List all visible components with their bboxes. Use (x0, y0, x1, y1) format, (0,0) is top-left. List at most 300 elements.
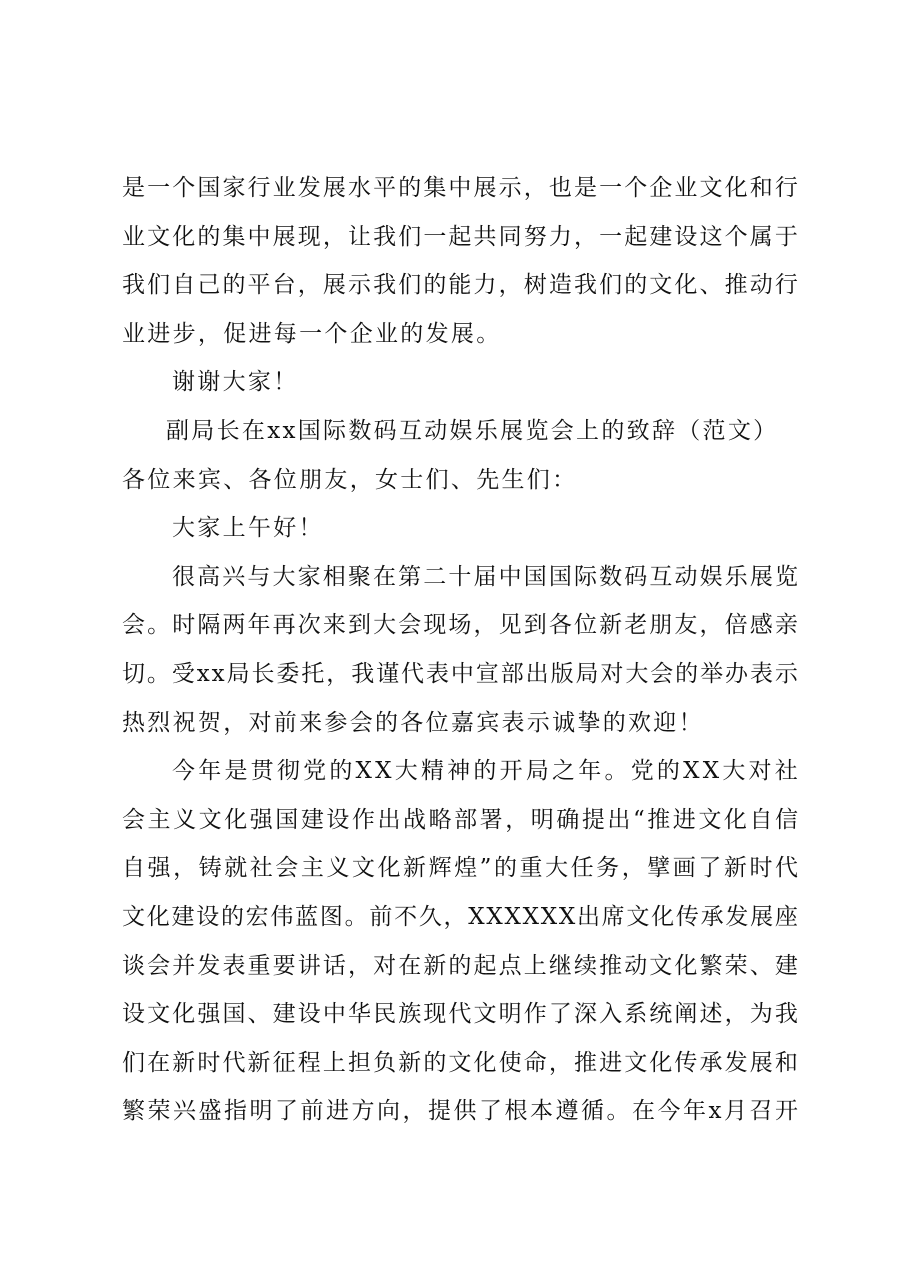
glyph: 行 (774, 272, 798, 299)
closing-thanks: 谢谢大家！ (172, 369, 299, 396)
glyph: 上 (322, 1049, 346, 1076)
text-line (122, 893, 798, 942)
glyph: 自 (122, 855, 145, 882)
glyph: 新 (398, 1049, 422, 1076)
glyph: 大 (394, 758, 418, 785)
glyph: 我 (774, 1001, 798, 1028)
glyph: 各 (548, 612, 572, 639)
glyph: 今 (172, 758, 195, 785)
text-line (122, 261, 798, 310)
glyph: 自 (749, 806, 773, 833)
glyph: 们 (398, 272, 422, 299)
glyph: ， (498, 272, 522, 299)
glyph: 会 (650, 660, 674, 687)
glyph: 是 (122, 175, 145, 201)
glyph: 文 (147, 223, 171, 250)
glyph: 化 (674, 272, 698, 299)
glyph: 年 (247, 612, 271, 639)
text-line (122, 601, 798, 650)
glyph: 代 (401, 660, 425, 687)
glyph: 繁 (122, 1098, 145, 1125)
glyph: 使 (498, 1049, 522, 1076)
glyph: 新 (247, 1049, 271, 1076)
glyph: ， (548, 1049, 572, 1076)
glyph: ， (297, 272, 321, 299)
glyph: 部 (454, 806, 478, 833)
glyph: 发 (725, 903, 749, 930)
glyph: 业 (122, 223, 145, 250)
text-line (122, 796, 798, 845)
glyph: 起 (473, 952, 497, 979)
glyph: 办 (725, 660, 749, 687)
glyph: 新 (172, 1049, 196, 1076)
glyph: 中 (498, 563, 522, 590)
glyph: 现 (423, 612, 447, 639)
glyph: x (211, 660, 225, 687)
glyph: 设 (122, 1001, 145, 1028)
glyph: 我 (122, 272, 145, 299)
glyph: 蓝 (295, 903, 319, 930)
glyph: 受 (171, 660, 195, 687)
glyph: 行 (774, 175, 798, 201)
glyph: 阐 (674, 1001, 698, 1028)
glyph: 代 (222, 1049, 246, 1076)
glyph: 我 (373, 223, 397, 250)
glyph: 览 (775, 563, 798, 590)
glyph: 推 (599, 952, 623, 979)
glyph: 向 (377, 1098, 400, 1125)
glyph: 进 (326, 1098, 349, 1125)
glyph: 的 (398, 175, 422, 201)
glyph: 会 (275, 855, 299, 882)
glyph: 推 (724, 272, 748, 299)
glyph: 今 (657, 1098, 681, 1125)
glyph: 局 (525, 758, 549, 785)
glyph: 大 (272, 563, 296, 590)
glyph: 长 (251, 660, 275, 687)
glyph: 展 (322, 175, 346, 201)
glyph: 我 (573, 272, 597, 299)
glyph: ， (443, 903, 467, 930)
glyph: 义 (326, 855, 350, 882)
glyph: 化 (473, 1049, 497, 1076)
glyph: 们 (599, 272, 623, 299)
glyph: 友 (674, 612, 698, 639)
glyph: 是 (573, 175, 597, 201)
glyph: 年 (578, 758, 602, 785)
glyph: 力 (548, 223, 572, 250)
glyph: 讲 (297, 952, 321, 979)
salutation: 各位来宾、各位朋友，女士们、先生们： (122, 466, 578, 493)
glyph: 们 (398, 223, 422, 250)
glyph: ， (347, 952, 371, 979)
text-line: 业进步，促进每一个企业的发展。 (122, 320, 502, 347)
glyph: 进 (599, 1049, 623, 1076)
glyph: X (683, 758, 700, 785)
glyph: 共 (473, 223, 497, 250)
glyph: 到 (523, 612, 547, 639)
glyph: 起 (624, 223, 648, 250)
glyph: 的 (220, 903, 244, 930)
glyph: 承 (699, 1049, 723, 1076)
glyph: 中 (450, 660, 474, 687)
glyph: 化 (172, 223, 196, 250)
glyph: 感 (749, 612, 773, 639)
glyph: 文 (147, 1001, 171, 1028)
glyph: 不 (394, 903, 418, 930)
glyph: 现 (297, 223, 321, 250)
glyph: 明 (249, 1098, 273, 1125)
glyph: ， (621, 855, 645, 882)
glyph: 在 (373, 563, 396, 590)
glyph: 场 (448, 612, 472, 639)
glyph: 家 (297, 563, 321, 590)
glyph: 属 (749, 223, 773, 250)
glyph: 荣 (724, 952, 748, 979)
glyph: 时 (197, 1049, 221, 1076)
glyph: 化 (224, 806, 248, 833)
glyph: 娱 (699, 563, 723, 590)
speech-title: 副局长在xx国际数码互动娱乐展览会上的致辞（范文） (166, 417, 779, 444)
glyph: X (468, 903, 485, 930)
glyph: 化 (172, 1001, 196, 1028)
glyph: 一 (147, 175, 171, 201)
glyph: X (522, 903, 539, 930)
glyph: 新 (599, 612, 623, 639)
glyph: X (540, 903, 558, 930)
glyph: 。 (146, 660, 170, 687)
glyph: 文 (473, 1001, 497, 1028)
glyph: 了 (548, 1001, 572, 1028)
glyph: 推 (647, 806, 671, 833)
glyph: 为 (749, 1001, 773, 1028)
glyph: 展 (272, 223, 296, 250)
glyph: 民 (373, 1001, 397, 1028)
glyph: 方 (351, 1098, 375, 1125)
glyph: X (558, 903, 576, 930)
glyph: 托 (301, 660, 325, 687)
glyph: 展 (750, 903, 774, 930)
glyph: 部 (500, 660, 524, 687)
glyph: 建 (649, 223, 673, 250)
text-line (122, 553, 798, 602)
glyph: 设 (297, 1001, 321, 1028)
glyph: 再 (272, 612, 296, 639)
glyph: 大 (625, 660, 649, 687)
glyph: 会 (147, 952, 171, 979)
glyph: 作 (351, 806, 375, 833)
glyph: 集 (423, 175, 447, 201)
glyph: 兴 (173, 1098, 196, 1125)
glyph: 的 (675, 660, 699, 687)
glyph: 宣 (475, 660, 499, 687)
glyph: 位 (573, 612, 597, 639)
glyph: 努 (523, 223, 547, 250)
glyph: 第 (398, 563, 422, 590)
glyph: 、 (247, 1001, 271, 1028)
glyph: 大 (373, 612, 397, 639)
glyph: 次 (297, 612, 321, 639)
glyph: 了 (275, 1098, 298, 1125)
glyph: 推 (573, 1049, 597, 1076)
glyph: 国 (197, 175, 221, 201)
glyph: 了 (698, 855, 722, 882)
glyph: 的 (448, 952, 472, 979)
glyph: 续 (573, 952, 597, 979)
glyph: 强 (197, 1001, 221, 1028)
glyph: 新 (723, 855, 747, 882)
glyph: 文 (351, 855, 375, 882)
glyph: 出 (377, 806, 401, 833)
glyph: 义 (173, 806, 197, 833)
glyph: 届 (473, 563, 497, 590)
glyph: 。 (147, 612, 171, 639)
glyph: 明 (530, 806, 554, 833)
glyph: 发 (297, 175, 321, 201)
glyph: 动 (624, 952, 648, 979)
glyph: 际 (574, 563, 597, 590)
glyph: 开 (499, 758, 523, 785)
glyph: 我 (373, 272, 397, 299)
glyph: 担 (347, 1049, 371, 1076)
glyph: 统 (649, 1001, 673, 1028)
glyph: 文 (624, 1049, 648, 1076)
glyph: 征 (272, 1049, 296, 1076)
glyph: 业 (272, 175, 296, 201)
glyph: 会 (122, 612, 145, 639)
glyph: 文 (448, 1049, 472, 1076)
glyph: 、 (749, 952, 773, 979)
glyph: 伟 (270, 903, 294, 930)
glyph: 让 (347, 223, 371, 250)
glyph: 平 (247, 272, 271, 299)
glyph: 倍 (724, 612, 748, 639)
glyph: 高 (197, 563, 221, 590)
glyph: 们 (147, 272, 171, 299)
glyph: 己 (197, 272, 221, 299)
glyph: 文 (698, 806, 722, 833)
document-body (122, 164, 798, 1136)
glyph: 主 (300, 855, 324, 882)
glyph: ， (699, 612, 723, 639)
glyph: 召 (749, 1098, 773, 1125)
glyph: 。 (344, 903, 368, 930)
glyph: 中 (247, 223, 271, 250)
glyph: 的 (624, 272, 648, 299)
glyph: 新 (423, 952, 447, 979)
glyph: 大 (722, 758, 746, 785)
glyph: 画 (672, 855, 696, 882)
glyph: 繁 (699, 952, 723, 979)
glyph: 同 (498, 223, 522, 250)
glyph: 的 (493, 855, 517, 882)
glyph: 承 (700, 903, 724, 930)
glyph: 系 (624, 1001, 648, 1028)
glyph: 时 (749, 855, 773, 882)
glyph: 国 (275, 806, 299, 833)
glyph: 展 (749, 563, 773, 590)
glyph: 树 (523, 272, 547, 299)
glyph: 互 (649, 563, 673, 590)
glyph: 神 (447, 758, 471, 785)
glyph: 盛 (198, 1098, 222, 1125)
glyph: 局 (575, 660, 599, 687)
glyph: 动 (749, 272, 773, 299)
glyph: 亲 (774, 612, 798, 639)
glyph: 企 (649, 175, 673, 201)
glyph: 之 (552, 758, 576, 785)
glyph: 荣 (147, 1098, 171, 1125)
glyph: 和 (774, 1049, 798, 1076)
glyph: 传 (675, 903, 699, 930)
glyph: 建 (272, 1001, 296, 1028)
glyph: 时 (172, 612, 196, 639)
glyph: 代 (448, 1001, 472, 1028)
text-line (122, 942, 798, 991)
glyph: 一 (423, 223, 447, 250)
text-line (122, 844, 798, 893)
glyph: 聚 (347, 563, 371, 590)
glyph: 遵 (555, 1098, 579, 1125)
text-line (122, 650, 798, 699)
glyph: 现 (423, 1001, 447, 1028)
glyph: 传 (674, 1049, 698, 1076)
glyph: 贯 (250, 758, 274, 785)
glyph: 很 (172, 563, 195, 590)
text-line (122, 747, 798, 796)
glyph: 大 (545, 855, 569, 882)
glyph: 家 (222, 175, 246, 201)
glyph: 强 (249, 806, 273, 833)
glyph: 一 (599, 175, 623, 201)
glyph: 辉 (428, 855, 452, 882)
glyph: ， (573, 223, 597, 250)
glyph: 切 (122, 660, 145, 687)
glyph: 宏 (245, 903, 269, 930)
glyph: 动 (674, 563, 698, 590)
glyph: 年 (683, 1098, 706, 1125)
glyph: 党 (630, 758, 654, 785)
glyph: 出 (607, 806, 631, 833)
glyph: 对 (600, 660, 624, 687)
glyph: ， (322, 223, 346, 250)
glyph: 这 (699, 223, 723, 250)
glyph: 党 (303, 758, 327, 785)
glyph: 话 (322, 952, 346, 979)
glyph: 委 (276, 660, 300, 687)
glyph: 与 (247, 563, 271, 590)
text-line (122, 213, 798, 262)
glyph: X (486, 903, 503, 930)
glyph: 自 (172, 272, 196, 299)
glyph: 乐 (724, 563, 748, 590)
glyph: 两 (222, 612, 246, 639)
glyph: 展 (322, 272, 346, 299)
glyph: 来 (322, 612, 346, 639)
glyph: 述 (699, 1001, 723, 1028)
glyph: 见 (498, 612, 522, 639)
glyph: 台 (272, 272, 296, 299)
glyph: 重 (247, 952, 271, 979)
glyph: 继 (548, 952, 572, 979)
glyph: 的 (197, 223, 221, 250)
glyph: 建 (774, 952, 798, 979)
glyph: 展 (749, 1049, 773, 1076)
glyph: 也 (548, 175, 572, 201)
glyph: 本 (530, 1098, 553, 1125)
glyph: 任 (570, 855, 594, 882)
glyph: 就 (224, 855, 248, 882)
glyph: 行 (247, 175, 271, 201)
glyph: ， (473, 612, 497, 639)
glyph: 命 (523, 1049, 547, 1076)
glyph: 供 (453, 1098, 477, 1125)
glyph: 开 (774, 1098, 798, 1125)
glyph: 举 (700, 660, 724, 687)
glyph: 擘 (647, 855, 671, 882)
glyph: 建 (171, 903, 195, 930)
glyph: 要 (272, 952, 296, 979)
glyph: 的 (656, 758, 680, 785)
glyph: 的 (329, 758, 353, 785)
glyph: 会 (398, 612, 422, 639)
glyph: 在 (632, 1098, 655, 1125)
glyph: 设 (674, 223, 698, 250)
glyph: 明 (498, 1001, 522, 1028)
glyph: 彻 (276, 758, 300, 785)
glyph: 化 (724, 175, 748, 201)
glyph: 的 (473, 758, 497, 785)
glyph: ” (479, 855, 492, 882)
glyph: 华 (347, 1001, 371, 1028)
glyph: 上 (523, 952, 547, 979)
glyph: 负 (373, 1049, 397, 1076)
glyph: 水 (347, 175, 371, 201)
glyph: 中 (322, 1001, 346, 1028)
glyph: 设 (326, 806, 350, 833)
glyph: 并 (172, 952, 196, 979)
text-line: 热烈祝贺，对前来参会的各位嘉宾表示诚挚的欢迎！ (122, 709, 704, 736)
glyph: 指 (224, 1098, 247, 1125)
glyph: 示 (347, 272, 371, 299)
glyph: 铸 (198, 855, 222, 882)
glyph: 主 (147, 806, 171, 833)
glyph: 个 (172, 175, 196, 201)
glyph: 和 (749, 175, 773, 201)
glyph: 集 (222, 223, 246, 250)
glyph: 在 (147, 1049, 171, 1076)
glyph: 进 (672, 806, 696, 833)
glyph: 族 (398, 1001, 422, 1028)
glyph: 数 (599, 563, 623, 590)
glyph: X (702, 758, 720, 785)
glyph: “ (632, 806, 645, 833)
glyph: 个 (624, 175, 648, 201)
glyph: 社 (774, 758, 798, 785)
glyph: 文 (626, 903, 650, 930)
glyph: 文 (649, 952, 673, 979)
glyph: 谨 (376, 660, 400, 687)
glyph: 。 (604, 758, 628, 785)
glyph: 入 (599, 1001, 623, 1028)
glyph: ， (724, 1001, 748, 1028)
glyph: 化 (649, 1049, 673, 1076)
glyph: 平 (373, 175, 397, 201)
glyph: 化 (146, 903, 170, 930)
glyph: ， (505, 806, 529, 833)
glyph: 深 (573, 1001, 597, 1028)
glyph: 化 (651, 903, 675, 930)
